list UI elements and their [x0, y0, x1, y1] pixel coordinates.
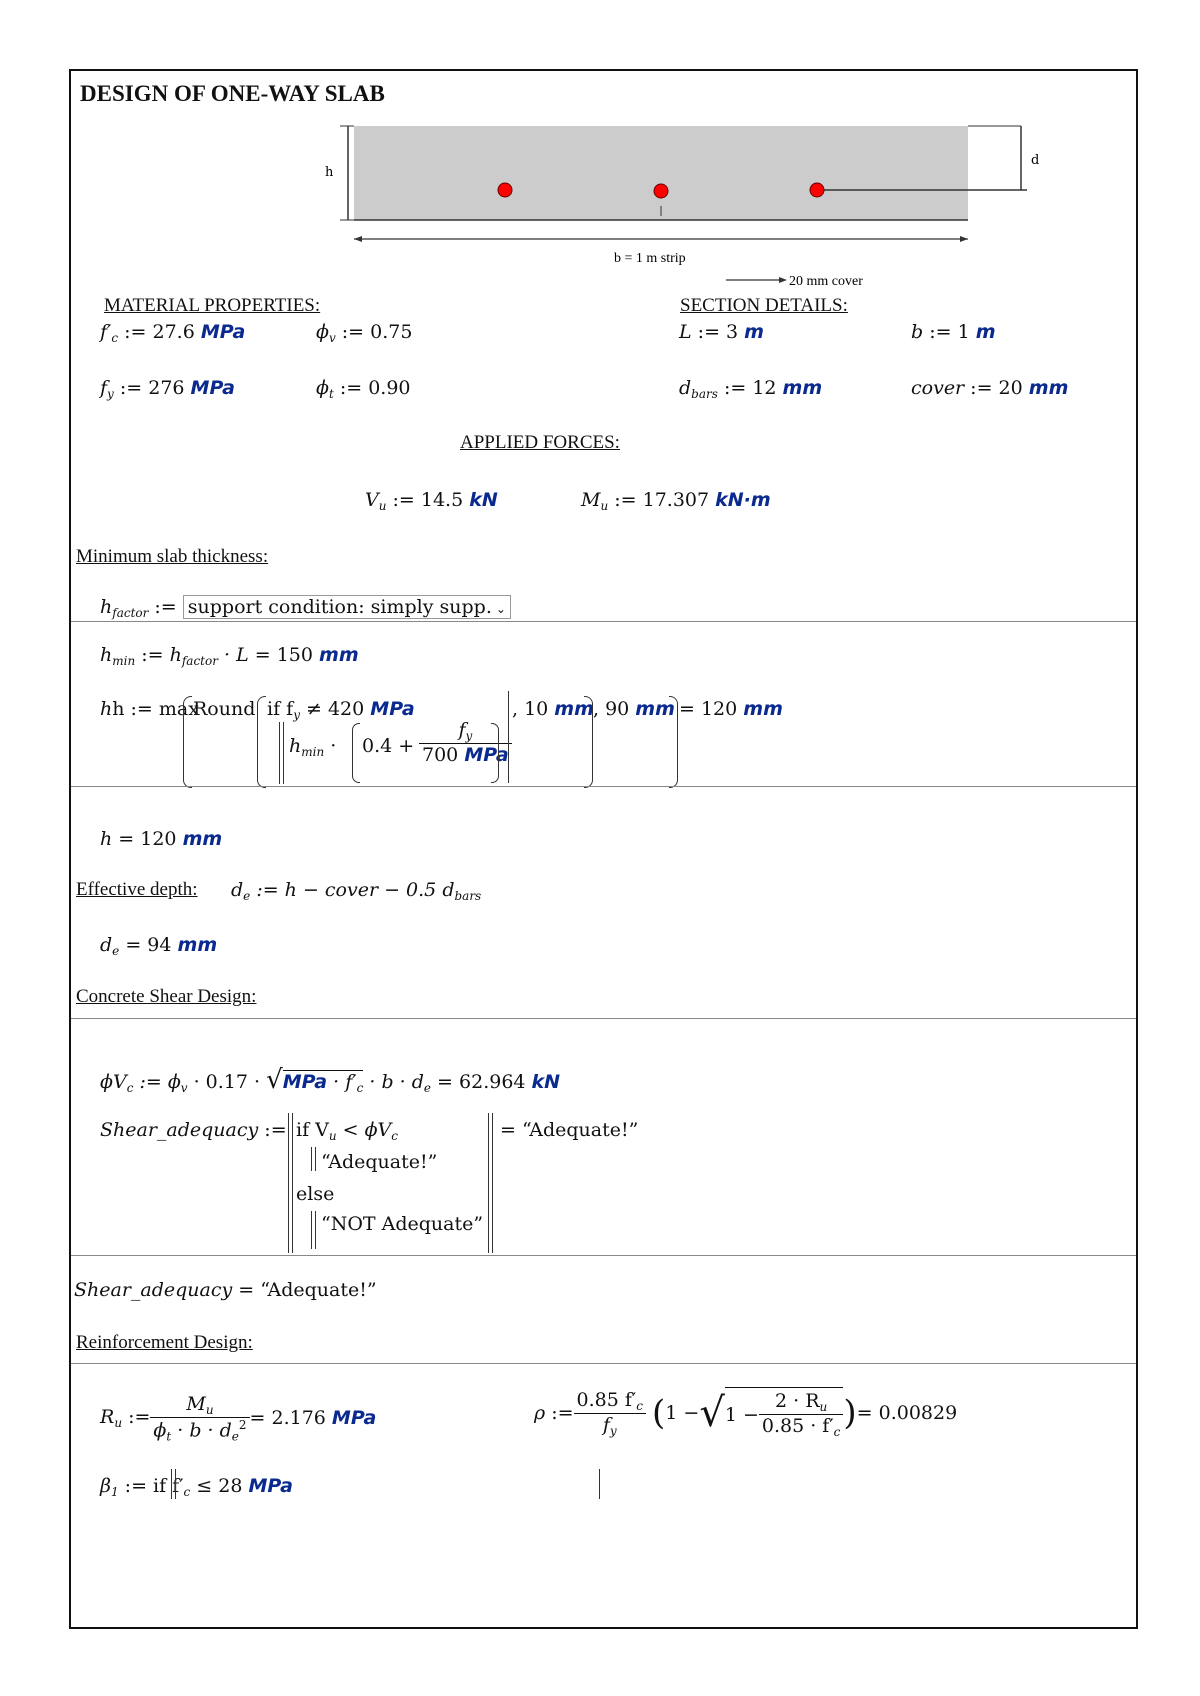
support-condition-dropdown[interactable]: support condition: simply supp. ⌄ [183, 595, 511, 619]
L-definition: L := 3 m [679, 321, 764, 343]
max-min-value: , 90 mm [593, 698, 675, 720]
shear-heading: Concrete Shear Design: [76, 986, 257, 1007]
h-max-result: = 120 mm [679, 698, 783, 720]
Vu-definition: $V_u$ := 14.5 kN [365, 489, 498, 513]
reinforcement-heading: Reinforcement Design: [76, 1332, 253, 1353]
program-bar-right [599, 1469, 600, 1499]
program-bar-2 [283, 722, 284, 784]
beta1-definition: $\beta_1$ := if $f'_c \le 28$ MPa [100, 1475, 293, 1499]
branch-bar-1 [311, 1211, 312, 1249]
h-result: h = 120 mm [100, 828, 223, 850]
min-thickness-heading: Minimum slab thickness: [76, 546, 269, 567]
h-label: h [325, 165, 334, 180]
fy-over-700-fraction: $\frac{f_y}{\text{700 MPa}}$ [419, 719, 512, 766]
phiv-definition: $\phi_v$ := 0.75 [316, 321, 413, 345]
program-bar-right [508, 691, 509, 783]
max-paren-open [183, 696, 192, 788]
round-label: Round [193, 698, 256, 720]
program-bar-right-2 [492, 1113, 493, 1253]
b-definition: b := 1 m [911, 321, 996, 343]
inner-paren-open [352, 723, 360, 783]
Ru-equation: $R_u$ := $\frac{M_u}{\phi_t \cdot b \cdot d_e^2}$ = 2.176 MPa [100, 1393, 377, 1444]
phiVc-equation: $\phi V_c$ := $\phi_v \cdot 0.17 \cdot √MPa \cdot f'_c \cdot b \cdot d_e = 62.964$ kN [100, 1065, 561, 1095]
inner-paren-close [491, 723, 499, 783]
rebar-1 [498, 183, 512, 197]
chevron-down-icon: ⌄ [495, 602, 506, 616]
phit-definition: $\phi_t$ := 0.90 [316, 377, 411, 401]
material-heading: MATERIAL PROPERTIES: [104, 295, 321, 316]
shear-adequacy-output: Shear_adequacy = “Adequate!” [74, 1279, 377, 1301]
round-increment: , 10 mm [512, 698, 594, 720]
worksheet-page [69, 69, 1138, 1629]
hmin-equation: $h_{min}$ := $h_{factor} \cdot L = 150$ mm [100, 644, 359, 668]
program-bar-1 [288, 1113, 289, 1253]
branch-bar-1 [311, 1147, 312, 1171]
dbars-definition: $d_{bars}$ := 12 mm [679, 377, 823, 401]
program-bar-right-1 [488, 1113, 489, 1253]
else-value: “NOT Adequate” [321, 1213, 484, 1235]
shear-adequacy-result: = “Adequate!” [500, 1119, 639, 1141]
max-paren-close [669, 696, 678, 788]
program-bar-1 [171, 1469, 172, 1499]
b-label: b = 1 m strip [614, 251, 686, 266]
program-bar-1 [279, 722, 280, 784]
rebar-3 [810, 183, 824, 197]
b-arrow-right [960, 236, 968, 242]
forces-heading: APPLIED FORCES: [460, 432, 620, 453]
program-bar-2 [292, 1113, 293, 1253]
round-paren-open [257, 696, 266, 788]
region-divider [71, 1018, 1136, 1019]
then-value: “Adequate!” [321, 1151, 438, 1173]
slab-section-figure [241, 126, 1040, 341]
region-divider [71, 1363, 1136, 1364]
round-paren-close [584, 696, 593, 788]
branch-bar-2 [315, 1211, 316, 1249]
de-result: $d_e = 94$ mm [100, 934, 218, 958]
d-label: d [1031, 153, 1040, 168]
region-divider [71, 786, 1136, 787]
page-title: DESIGN OF ONE-WAY SLAB [80, 81, 385, 106]
b-arrow-left [354, 236, 362, 242]
rebar-2 [654, 184, 668, 198]
program-bar-2 [175, 1469, 176, 1499]
fc-definition: $f'_c$ := 27.6 MPa [100, 321, 246, 345]
else-keyword: else [296, 1183, 335, 1205]
rho-equation: ρ := $\frac{0.85 f'_c}{f_y}$ (1 −√1 − $\frac{2 \cdot R_u}{0.85 \cdot f'_c}$ )= 0.00829 [534, 1388, 958, 1439]
if-fy-condition: if $f_y \ne 420$ MPa [267, 698, 415, 722]
paren-constant: 0.4 + [362, 735, 415, 757]
de-definition: $d_e$ := h − cover − 0.5 $d_{bars}$ [231, 879, 482, 903]
section-heading: SECTION DETAILS: [680, 295, 848, 316]
cover-arrow-head [779, 277, 787, 283]
shear-adequacy-lhs: Shear_adequacy := [100, 1119, 287, 1141]
region-divider [71, 1255, 1136, 1256]
if-condition: if $V_u < \phi V_c$ [296, 1119, 399, 1143]
hmin-factor-expr: $h_{min}$ · [289, 735, 337, 759]
hfactor-definition: $h_{factor}$ := support condition: simply supp. ⌄ [100, 595, 511, 620]
region-divider [71, 621, 1136, 622]
branch-bar-2 [315, 1147, 316, 1171]
effective-depth-heading: Effective depth: [76, 879, 198, 900]
fy-definition: $f_y$ := 276 MPa [100, 377, 235, 401]
Mu-definition: $M_u$ := 17.307 kN·m [581, 489, 771, 513]
h-max-lhs: hh := max [100, 698, 199, 720]
cover-label: 20 mm cover [789, 274, 863, 289]
cover-definition: cover := 20 mm [911, 377, 1069, 399]
slab-body [354, 126, 968, 220]
